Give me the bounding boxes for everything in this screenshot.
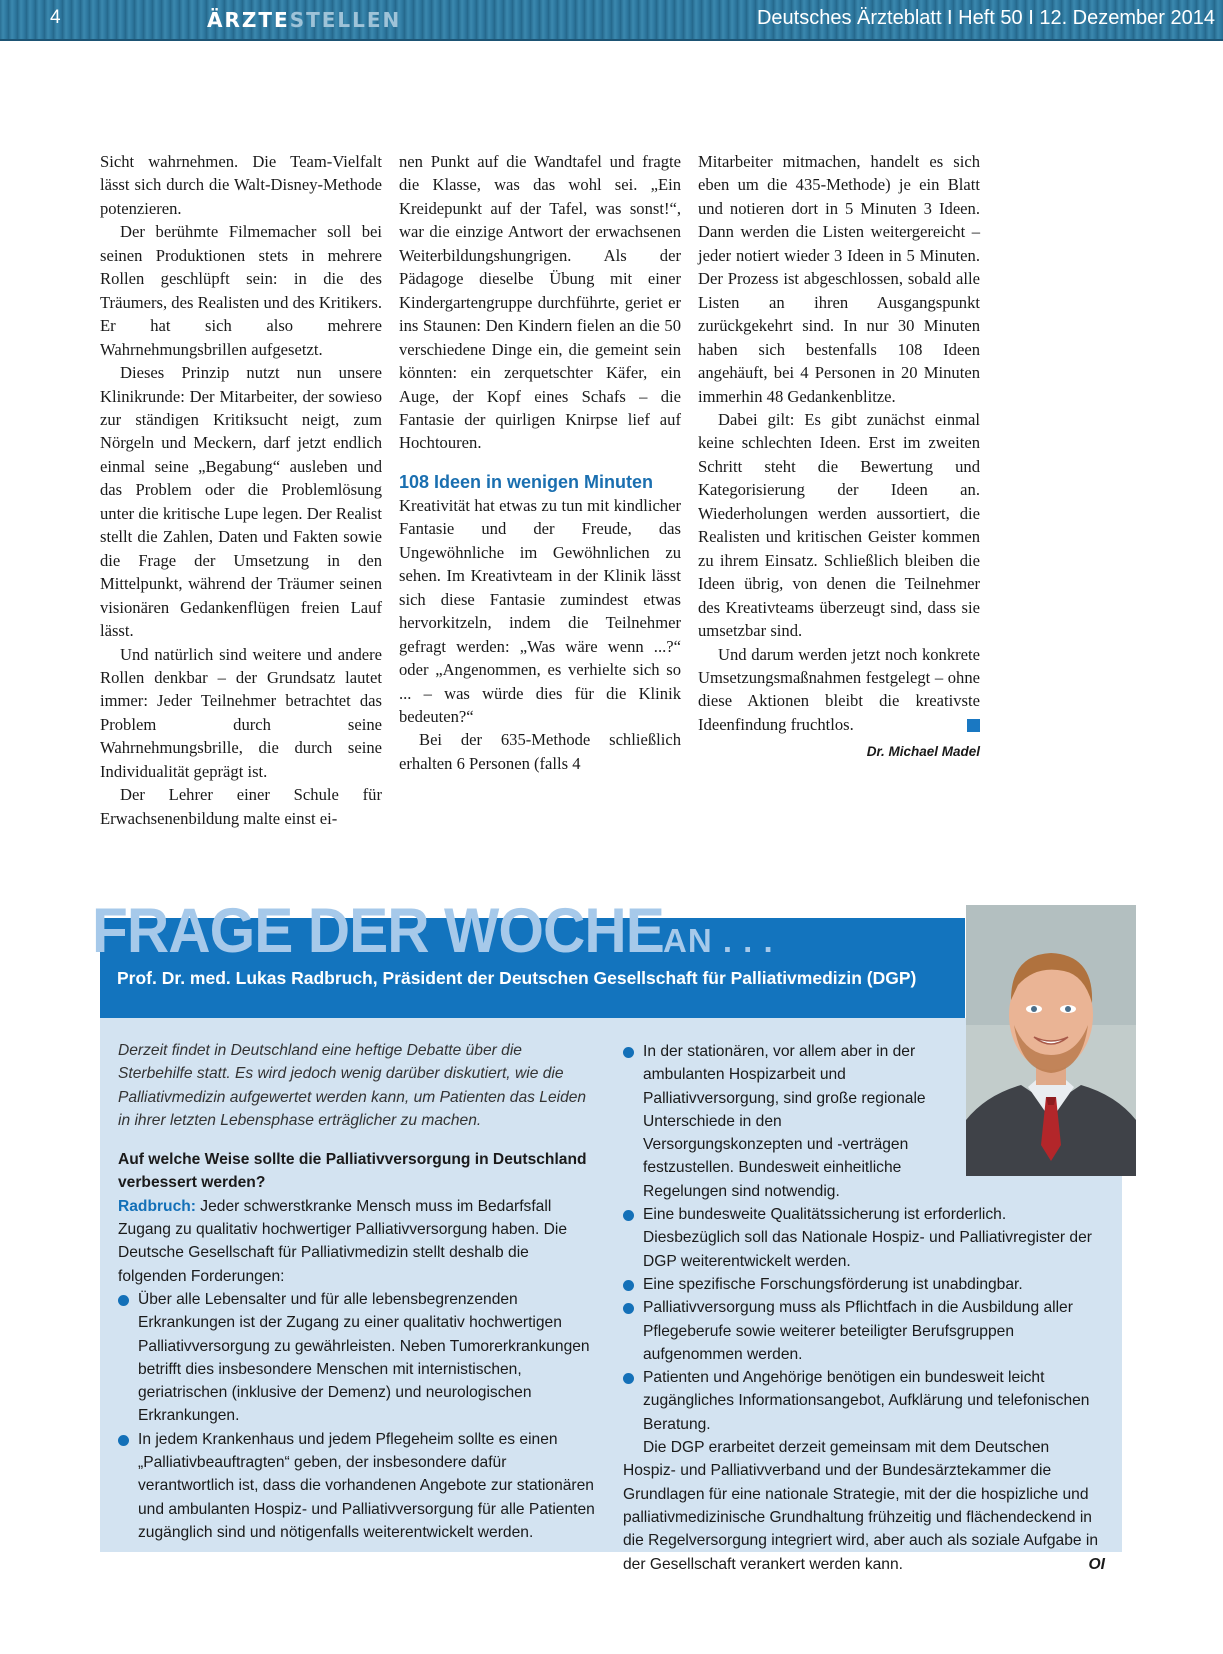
fdw-answer-label: Radbruch: xyxy=(118,1197,196,1215)
fdw-bullet-item xyxy=(118,1428,600,1544)
section-title-part1: ÄRZTE xyxy=(207,8,290,32)
article-final-text: Und darum werden jetzt noch konkrete Umsetzungsmaßnahmen festgelegt – ohne diese Aktionen bleibt die kreativste Ideenfindung fruchtlos. xyxy=(698,644,980,734)
article-column-1 xyxy=(100,150,382,830)
article-paragraph: Dieses Prinzip nutzt nun unsere Klinikrunde: Der Mitarbeiter, der sowieso zur ständigen Kritiksucht neigt, zum Nörgeln und Meckern, darf jetzt endlich einmal seine „Begabung“ ausleben und das Problem oder die Problemlösung unter die kritische Lupe legen. Der Realist stellt die Zahlen, Daten und Fakten sowie die Frage der Umsetzung in den Mittelpunkt, während der Träumer seinen visionären Gedankenflügen freien Lauf lässt. xyxy=(100,363,382,641)
fdw-bullet-text: Eine spezifische Forschungsförderung ist unabdingbar. xyxy=(643,1275,1023,1293)
section-title xyxy=(207,8,401,32)
fdw-subtitle: Prof. Dr. med. Lukas Radbruch, Präsident der Deutschen Gesellschaft für Palliativmedizin (DGP) xyxy=(117,968,917,988)
fdw-bullet-item xyxy=(623,1040,933,1203)
fdw-title-suffix: AN . . . xyxy=(663,922,774,959)
article-author: Dr. Michael Madel xyxy=(866,744,980,760)
issue-info: Deutsches Ärzteblatt I Heft 50 I 12. Dezember 2014 xyxy=(756,7,1215,29)
article-paragraph: nen Punkt auf die Wandtafel und fragte die Klasse, was das wohl sei. „Ein Kreidepunkt auf der Tafel, was sonst!“, war die einzige Antwort der erwachsenen Weiterbildungshungrigen. Als der Pädagoge dieselbe Übung mit einer Kindergartengruppe durchführte, geriet er ins Staunen: Den Kindern fielen an die 50 verschiedene Dinge ein, die gemeint sein könnten: ein zerquetschter Käfer, ein Auge, der Kopf eines Schafs – die Fantasie der quirligen Knirpse lief auf Hochtouren. xyxy=(399,152,681,453)
article-paragraph: Sicht wahrnehmen. Die Team-Vielfalt lässt sich durch die Walt-Disney-Methode potenzieren. xyxy=(100,152,382,218)
bullet-dot-icon xyxy=(623,1210,634,1221)
page-number: 4 xyxy=(50,7,61,28)
article-subheading: 108 Ideen in wenigen Minuten xyxy=(399,471,654,492)
article-column-2 xyxy=(399,150,681,775)
section-title-part2: STELLEN xyxy=(289,8,402,32)
fdw-bullet-text: Über alle Lebensalter und für alle lebensbegrenzenden Erkrankungen ist der Zugang zu einer qualitativ hochwertigen Palliativversorgung zu gewährleisten. Neben Tumorerkrankungen betrifft dies insbesondere Menschen mit internistischen, geriatrischen (inklusive der Demenz) und neurologischen Erkrankungen. xyxy=(138,1290,590,1425)
fdw-intro: Derzeit findet in Deutschland eine heftige Debatte über die Sterbehilfe statt. Es wird jedoch wenig darüber diskutiert, wie die Palliativmedizin aufgewertet werden kann, um Patienten das Leiden in ihrer letzten Lebensphase erträglicher zu machen. xyxy=(118,1042,587,1129)
fdw-bullet-item xyxy=(623,1203,1105,1273)
fdw-title: FRAGE DER WOCHE xyxy=(92,896,664,966)
article-paragraph-final xyxy=(698,643,980,737)
fdw-bullet-text: In jedem Krankenhaus und jedem Pflegeheim sollte es einen „Palliativbeauftragten“ geben, der insbesondere dafür verantwortlich ist, dass die vorhandenen Angebote zur stationären und ambulanten Hospiz- und Palliativversorgung für alle Patienten zugänglich sind und nötigenfalls weiterentwickelt werden. xyxy=(138,1430,595,1541)
article-column-3 xyxy=(698,150,980,764)
bullet-dot-icon xyxy=(623,1280,634,1291)
fdw-bullet-text: In der stationären, vor allem aber in der ambulanten Hospizarbeit und Palliativversorgung, sind große regionale Unterschiede in den Versorgungskonzepten und -verträgen festzustellen. Bundesweit einheitliche Regelungen sind notwendig. xyxy=(643,1043,926,1200)
bullet-dot-icon xyxy=(623,1373,634,1384)
article-paragraph: Dabei gilt: Es gibt zunächst einmal keine schlechten Ideen. Erst im zweiten Schritt steht die Bewertung und Kategorisierung der Ideen an. Wiederholungen werden aussortiert, die Realisten und kritischen Geister kommen zu ihrem Einsatz. Schließlich bleiben die Ideen übrig, von denen die Teilnehmer des Kreativteams überzeugt sind, dass sie umsetzbar sind. xyxy=(698,409,980,641)
fdw-bullet-text: Patienten und Angehörige benötigen ein bundesweit leicht zugängliches Informationsangebot, Aufklärung und telefonischen Beratung. xyxy=(643,1369,1090,1433)
fdw-answer xyxy=(118,1195,600,1288)
article-paragraph: Der Lehrer einer Schule für Erwachsenenbildung malte einst ei- xyxy=(100,785,382,828)
fdw-bullet-item xyxy=(623,1296,1105,1366)
article-paragraph: Der berühmte Filmemacher soll bei seinen Produktionen stets in mehrere Rollen geschlüpft sein: in die des Träumers, des Realisten und des Kritikers. Er hat sich also mehrere Wahrnehmungsbrillen aufgesetzt. xyxy=(100,222,382,359)
fdw-initials: OI xyxy=(1088,1555,1105,1573)
fdw-column-left xyxy=(118,1039,600,1544)
fdw-closing-paragraph xyxy=(623,1436,1105,1576)
fdw-bullet-item xyxy=(623,1273,1105,1296)
article-paragraph: Und natürlich sind weitere und andere Rollen denkbar – der Grundsatz lautet immer: Jeder Teilnehmer betrachtet das Problem durch seine Wahrnehmungsbrille, die durch seine Individualität geprägt ist. xyxy=(100,644,382,781)
fdw-bullet-item xyxy=(118,1288,600,1428)
bullet-dot-icon xyxy=(118,1295,129,1306)
article-paragraph: Bei der 635-Methode schließlich erhalten 6 Personen (falls 4 xyxy=(399,730,681,773)
fdw-bullet-text: Eine bundesweite Qualitätssicherung ist erforderlich. Diesbezüglich soll das Nationale Hospiz- und Palliativregister der DGP weiterentwickelt werden. xyxy=(643,1206,1092,1270)
bullet-dot-icon xyxy=(623,1303,634,1314)
page-header-band xyxy=(0,0,1223,41)
bullet-dot-icon xyxy=(118,1435,129,1446)
fdw-answer-text: Jeder schwerstkranke Mensch muss im Bedarfsfall Zugang zu qualitativ hochwertiger Palliativversorgung haben. Die Deutsche Gesellschaft für Palliativmedizin stellt deshalb die folgenden Forderungen: xyxy=(118,1197,568,1285)
article-paragraph: Mitarbeiter mitmachen, handelt es sich eben um die 435-Methode) je ein Blatt und notieren dort in 5 Minuten 3 Ideen. Dann werden die Listen weitergereicht – jeder notiert wieder 3 Ideen in 5 Minuten. Der Prozess ist abgeschlossen, sobald alle Listen an ihren Ausgangspunkt zurückgekehrt sind. In nur 30 Minuten haben sich bestenfalls 108 Ideen angehäuft, bei 4 Personen in 20 Minuten immerhin 48 Gedankenblitze. xyxy=(698,152,980,406)
fdw-bullet-item xyxy=(623,1366,1105,1436)
end-mark-icon xyxy=(967,719,980,732)
fdw-question: Auf welche Weise sollte die Palliativversorgung in Deutschland verbessert werden? xyxy=(118,1151,587,1192)
bullet-dot-icon xyxy=(623,1047,634,1058)
article-paragraph: Kreativität hat etwas zu tun mit kindlicher Fantasie und der Freude, das Ungewöhnliche im Gewöhnlichen zu sehen. Im Kreativteam in der Klinik lässt sich diese Fantasie zumindest etwas hervorkitzeln, indem die Teilnehmer gefragt werden: „Was wäre wenn ...?“ oder „Angenommen, es verhielte sich so ... – was würde dies für die Klinik bedeuten?“ xyxy=(399,495,681,726)
fdw-column-right xyxy=(623,1040,1105,1576)
fdw-closing-text: Die DGP erarbeitet derzeit gemeinsam mit dem Deutschen Hospiz- und Palliativverband und der Bundesärztekammer die Grundlagen für eine nationale Strategie, mit der die hospizliche und palliativmedizinische Grundhaltung frühzeitig und flächendeckend in die Regelversorgung integriert wird, aber auch als soziale Aufgabe in der Gesellschaft verankert werden kann. xyxy=(623,1439,1099,1573)
fdw-bullet-text: Palliativversorgung muss als Pflichtfach in die Ausbildung aller Pflegeberufe sowie weiterer beteiligter Berufsgruppen aufgenommen werden. xyxy=(643,1299,1073,1363)
